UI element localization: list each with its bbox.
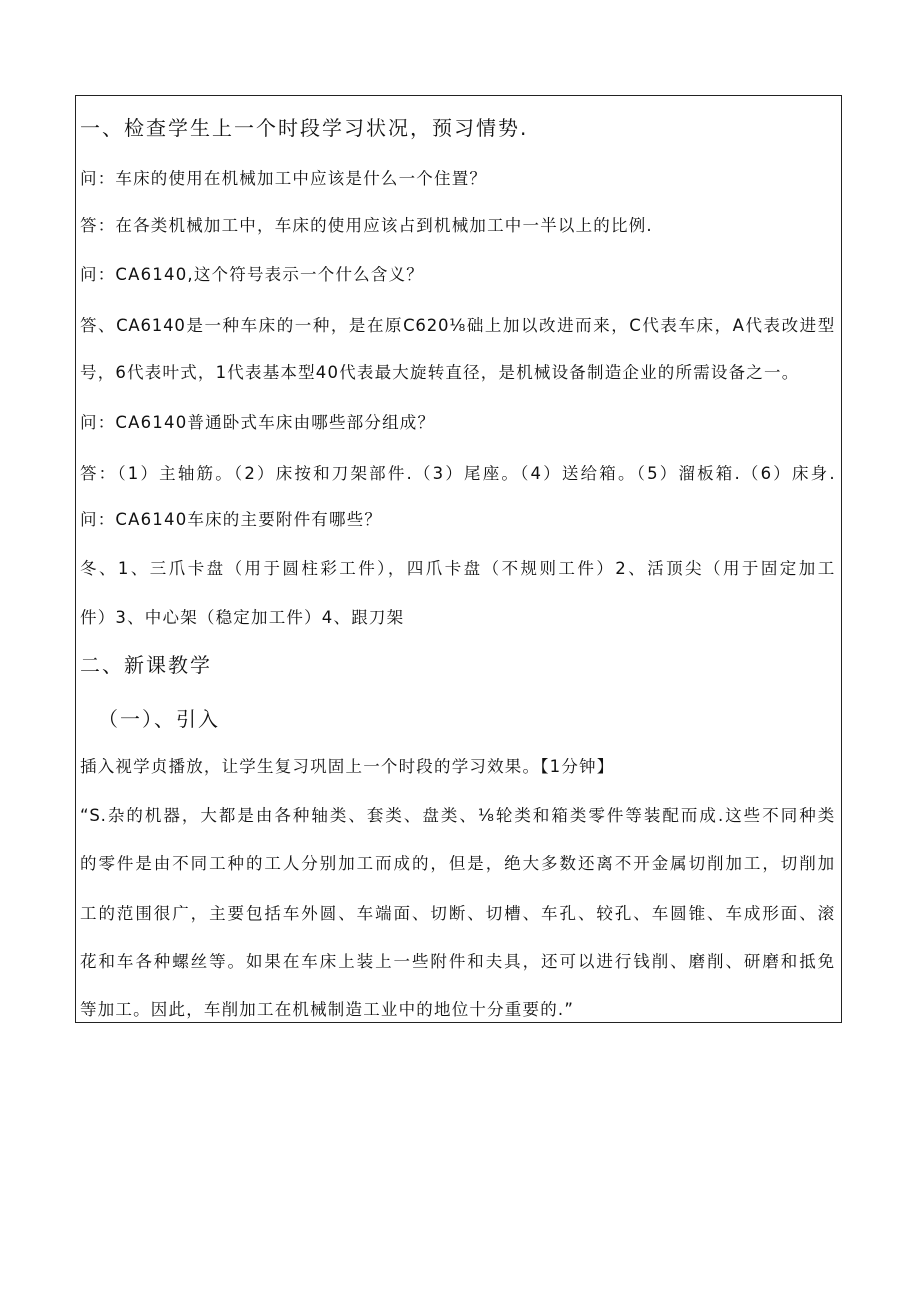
- answer-2-line-1: 答、CA6140是一种车床的一种，是在原C620⅛础上加以改进而来，C代表车床，A代表改进型: [80, 316, 835, 335]
- quote-line-4: 花和车各种螺丝等。如果在车床上装上一些附件和夫具，还可以进行钱削、磨削、研磨和抵免: [80, 952, 835, 971]
- answer-1: 答：在各类机械加工中，车床的使用应该占到机械加工中一半以上的比例.: [80, 216, 653, 235]
- new-lesson-heading: 二、新课教学: [80, 653, 212, 677]
- answer-2-line-2: 号，6代表叶式，1代表基本型40代表最大旋转直径，是机械设备制造企业的所需设备之一。: [80, 363, 800, 382]
- question-4: 问：CA6140车床的主要附件有哪些？: [80, 510, 383, 529]
- quote-line-2: 的零件是由不同工种的工人分别加工而成的，但是，绝大多数还离不开金属切削加工，切削加: [80, 854, 835, 873]
- question-1: 问：车床的使用在机械加工中应该是什么一个住置？: [80, 169, 488, 188]
- review-heading: 一、检查学生上一个时段学习状况，预习情势.: [80, 116, 529, 140]
- answer-4-line-2: 件）3、中心架（稳定加工件）4、跟刀架: [80, 608, 405, 627]
- intro-text: 插入视学贞播放，让学生复习巩固上一个时段的学习效果。【1分钟】: [80, 757, 615, 776]
- question-3: 问：CA6140普通卧式车床由哪些部分组成？: [80, 413, 436, 432]
- answer-3: 答：（1）主轴筋。（2）床按和刀架部件.（3）尾座。（4）送给箱。（5）溜板箱.（6）床身.: [80, 464, 835, 483]
- quote-line-5: 等加工。因此，车削加工在机械制造工业中的地位十分重要的.”: [80, 1000, 575, 1019]
- question-2: 问：CA6140,这个符号表示一个什么含义？: [80, 265, 424, 284]
- intro-subheading: （一）、引入: [98, 707, 220, 731]
- answer-4-line-1: 冬、1、三爪卡盘（用于圆柱彩工件），四爪卡盘（不规则工件）2、活顶尖（用于固定加工: [80, 559, 835, 578]
- quote-line-1: “S.杂的机器，大都是由各种轴类、套类、盘类、⅛轮类和箱类零件等装配而成.这些不同种类: [80, 806, 835, 825]
- lesson-plan-box: [75, 95, 842, 1023]
- quote-line-3: 工的范围很广，主要包括车外圆、车端面、切断、切槽、车孔、较孔、车圆锥、车成形面、滚: [80, 904, 835, 923]
